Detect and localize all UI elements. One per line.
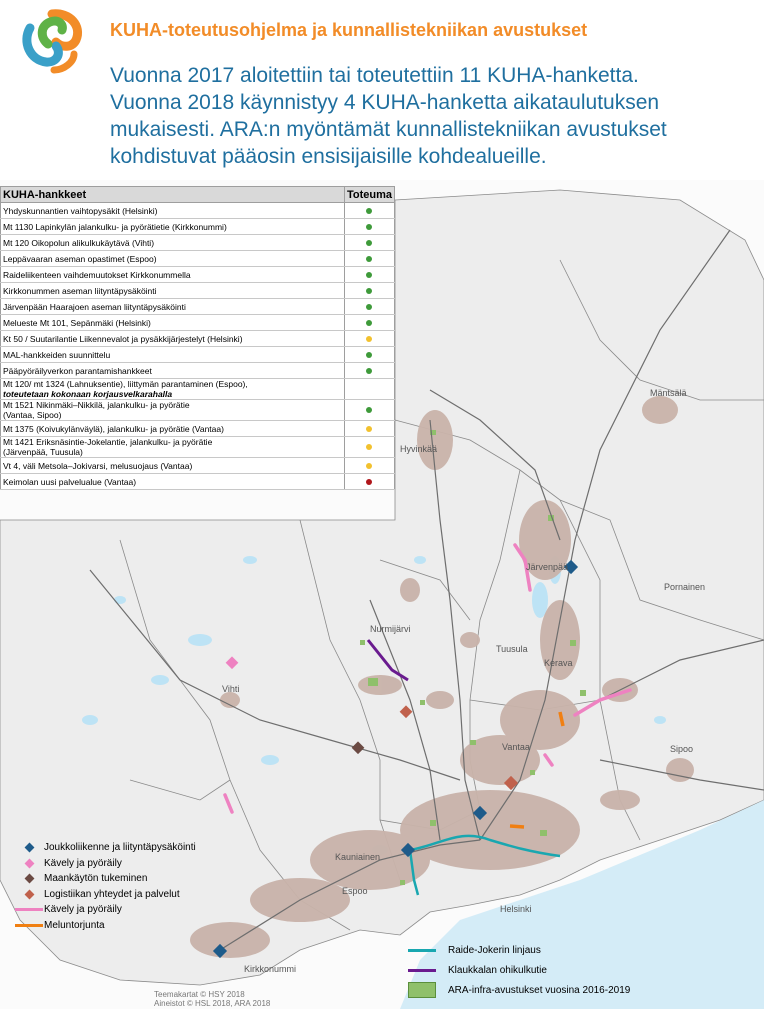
table-body: [1, 203, 395, 490]
status-dot-icon: [366, 240, 372, 246]
area-swatch-icon: [408, 982, 436, 998]
status-dot-icon: [366, 352, 372, 358]
place-label-vihti: Vihti: [222, 684, 240, 694]
project-status: [344, 251, 394, 267]
place-label-mantsala: Mäntsälä: [650, 388, 687, 398]
project-name-line: Järvenpään Haarajoen aseman liityntäpysäköinti: [3, 301, 186, 312]
table-row: [1, 437, 395, 458]
project-status: [344, 267, 394, 283]
project-name: [1, 347, 345, 363]
line-swatch-icon: [408, 969, 436, 972]
status-dot-icon: [366, 320, 372, 326]
legend-label: Joukkoliikenne ja liityntäpysäköinti: [44, 842, 196, 854]
project-name-line: Mt 1421 Eriksnäsintie-Jokelantie, jalankulku- ja pyörätie: [3, 437, 213, 447]
column-header-projects: KUHA-hankkeet: [1, 187, 345, 203]
status-dot-icon: [366, 288, 372, 294]
project-name: [1, 267, 345, 283]
legend-symbol: [408, 982, 448, 998]
project-name: [1, 315, 345, 331]
place-label-espoo: Espoo: [342, 886, 368, 896]
project-status: [344, 235, 394, 251]
table-row: [1, 267, 395, 283]
project-status: [344, 379, 394, 400]
place-label-kauniainen: Kauniainen: [335, 852, 381, 862]
place-label-vantaa: Vantaa: [502, 742, 530, 752]
legend-symbol: [14, 844, 44, 851]
legend-symbol: [14, 908, 44, 911]
project-name-line: (Vantaa, Sipoo): [3, 410, 62, 420]
status-dot-icon: [366, 224, 372, 230]
project-name-line: Mt 1375 (Koivukylänväylä), jalankulku- ja pyörätie (Vantaa): [3, 423, 224, 434]
table-row: [1, 331, 395, 347]
project-name: [1, 331, 345, 347]
project-name: [1, 235, 345, 251]
legend: [14, 840, 394, 933]
place-label-nurmijarvi: Nurmijärvi: [370, 624, 411, 634]
table-row: [1, 283, 395, 299]
project-name-line: Pääpyöräilyverkon parantamishankkeet: [3, 365, 152, 376]
table-row: [1, 251, 395, 267]
table-row: [1, 347, 395, 363]
diamond-icon: [24, 889, 34, 899]
table-row: [1, 400, 395, 421]
intro-line: mukaisesti. ARA:n myöntämät kunnallistekniikan avustukset: [110, 118, 667, 141]
status-dot-icon: [366, 336, 372, 342]
legend-symbol: [14, 891, 44, 898]
credits-line: Aineistot © HSL 2018, ARA 2018: [154, 999, 271, 1008]
legend-label: Klaukkalan ohikulkutie: [448, 964, 547, 976]
project-name-line: Kirkkonummen aseman liityntäpysäköinti: [3, 285, 157, 296]
project-name: [1, 474, 345, 490]
legend-label: Raide-Jokerin linjaus: [448, 944, 541, 956]
legend-item: [14, 887, 394, 903]
project-name-line: (Järvenpää, Tuusula): [3, 447, 83, 457]
table-row: [1, 458, 395, 474]
line-swatch-icon: [15, 908, 43, 911]
project-name-line: Melueste Mt 101, Sepänmäki (Helsinki): [3, 317, 151, 328]
table-row: [1, 235, 395, 251]
line-swatch-icon: [15, 924, 43, 927]
place-label-hyvinkaa: Hyvinkää: [400, 444, 438, 454]
table-row: [1, 219, 395, 235]
table-row: [1, 474, 395, 490]
place-label-kerava: Kerava: [544, 658, 573, 668]
table-row: [1, 299, 395, 315]
table-row: [1, 363, 395, 379]
project-status: [344, 347, 394, 363]
project-name-line: Leppävaaran aseman opastimet (Espoo): [3, 253, 157, 264]
project-status: [344, 400, 394, 421]
place-label-pornainen: Pornainen: [664, 582, 706, 592]
column-header-status: Toteuma: [344, 187, 394, 203]
project-name-line: Mt 120/ mt 1324 (Lahnuksentie), liittymän parantaminen (Espoo),: [3, 379, 248, 389]
legend-item: [14, 902, 394, 918]
project-status: [344, 203, 394, 219]
project-name: [1, 400, 345, 421]
legend-item: [408, 960, 764, 980]
legend-item: [14, 856, 394, 872]
legend-item: [14, 840, 394, 856]
legend-symbol: [408, 969, 448, 972]
diamond-icon: [24, 858, 34, 868]
status-dot-icon: [366, 426, 372, 432]
intro-line: Vuonna 2018 käynnistyy 4 KUHA-hanketta aikataulutuksen: [110, 91, 660, 114]
line-swatch-icon: [408, 949, 436, 952]
project-name-line: MAL-hankkeiden suunnittelu: [3, 349, 111, 360]
table-row: [1, 421, 395, 437]
kuha-projects-table: [0, 186, 395, 490]
legend-label: Kävely ja pyöräily: [44, 857, 122, 869]
credits-line: Teemakartat © HSY 2018: [154, 990, 245, 999]
table-row: [1, 203, 395, 219]
project-name: [1, 458, 345, 474]
project-name: [1, 363, 345, 379]
project-note: toteutetaan kokonaan korjausvelkarahalla: [3, 389, 173, 399]
project-status: [344, 331, 394, 347]
table-row: [1, 379, 395, 400]
project-name: [1, 421, 345, 437]
page-title: KUHA-toteutusohjelma ja kunnallistekniikan avustukset: [110, 20, 588, 40]
legend-symbol: [14, 924, 44, 927]
project-name: [1, 379, 345, 400]
legend-secondary: [408, 940, 764, 1000]
project-name-line: Mt 120 Oikopolun alikulkukäytävä (Vihti): [3, 237, 155, 248]
legend-item: [408, 940, 764, 960]
legend-label: ARA-infra-avustukset vuosina 2016-2019: [448, 984, 631, 996]
place-label-helsinki: Helsinki: [500, 904, 532, 914]
status-dot-icon: [366, 444, 372, 450]
place-label-tuusula: Tuusula: [496, 644, 528, 654]
project-name: [1, 251, 345, 267]
project-status: [344, 421, 394, 437]
place-label-jarvenpaa: Järvenpää: [526, 562, 569, 572]
intro-line: kohdistuvat pääosin ensisijaisille kohdealueille.: [110, 145, 547, 168]
map-credits: [154, 990, 270, 1008]
project-name: [1, 437, 345, 458]
diamond-icon: [24, 874, 34, 884]
legend-label: Maankäytön tukeminen: [44, 873, 148, 885]
noise-barrier-line: [510, 826, 524, 827]
status-dot-icon: [366, 407, 372, 413]
project-status: [344, 219, 394, 235]
place-label-kirkkonummi: Kirkkonummi: [244, 964, 297, 974]
legend-label: Meluntorjunta: [44, 919, 105, 931]
project-name: [1, 219, 345, 235]
legend-label: Kävely ja pyöräily: [44, 904, 122, 916]
status-dot-icon: [366, 208, 372, 214]
project-name-line: Raideliikenteen vaihdemuutokset Kirkkonummella: [3, 269, 191, 280]
project-name-line: Vt 4, väli Metsola–Jokivarsi, melusuojaus (Vantaa): [3, 460, 193, 471]
legend-symbol: [14, 860, 44, 867]
project-status: [344, 315, 394, 331]
status-dot-icon: [366, 479, 372, 485]
legend-item: [408, 980, 764, 1000]
project-status: [344, 437, 394, 458]
project-name-line: Mt 1130 Lapinkylän jalankulku- ja pyörätietie (Kirkkonummi): [3, 221, 227, 232]
diamond-icon: [24, 843, 34, 853]
intro-line: Vuonna 2017 aloitettiin tai toteutettiin 11 KUHA-hanketta.: [110, 64, 639, 87]
project-name-line: Keimolan uusi palvelualue (Vantaa): [3, 476, 137, 487]
status-dot-icon: [366, 272, 372, 278]
project-name-line: Mt 1521 Nikinmäki–Nikkilä, jalankulku- ja pyörätie: [3, 400, 190, 410]
project-name: [1, 299, 345, 315]
place-label-sipoo: Sipoo: [670, 744, 694, 754]
table-header-row: [1, 187, 395, 203]
project-name: [1, 283, 345, 299]
project-name-line: Yhdyskunnantien vaihtopysäkit (Helsinki): [3, 205, 158, 216]
project-name-line: Kt 50 / Suutarilantie Liikennevalot ja pysäkkijärjestelyt (Helsinki): [3, 333, 243, 344]
intro-text: [110, 62, 750, 170]
project-name: [1, 203, 345, 219]
legend-item: [14, 871, 394, 887]
project-status: [344, 474, 394, 490]
status-dot-icon: [366, 304, 372, 310]
project-status: [344, 363, 394, 379]
status-dot-icon: [366, 463, 372, 469]
legend-item: [14, 918, 394, 934]
status-dot-icon: [366, 256, 372, 262]
project-status: [344, 299, 394, 315]
logo-icon: [18, 8, 86, 74]
table-row: [1, 315, 395, 331]
project-status: [344, 283, 394, 299]
legend-symbol: [14, 875, 44, 882]
status-dot-icon: [366, 368, 372, 374]
legend-symbol: [408, 949, 448, 952]
project-status: [344, 458, 394, 474]
legend-label: Logistiikan yhteydet ja palvelut: [44, 888, 180, 900]
